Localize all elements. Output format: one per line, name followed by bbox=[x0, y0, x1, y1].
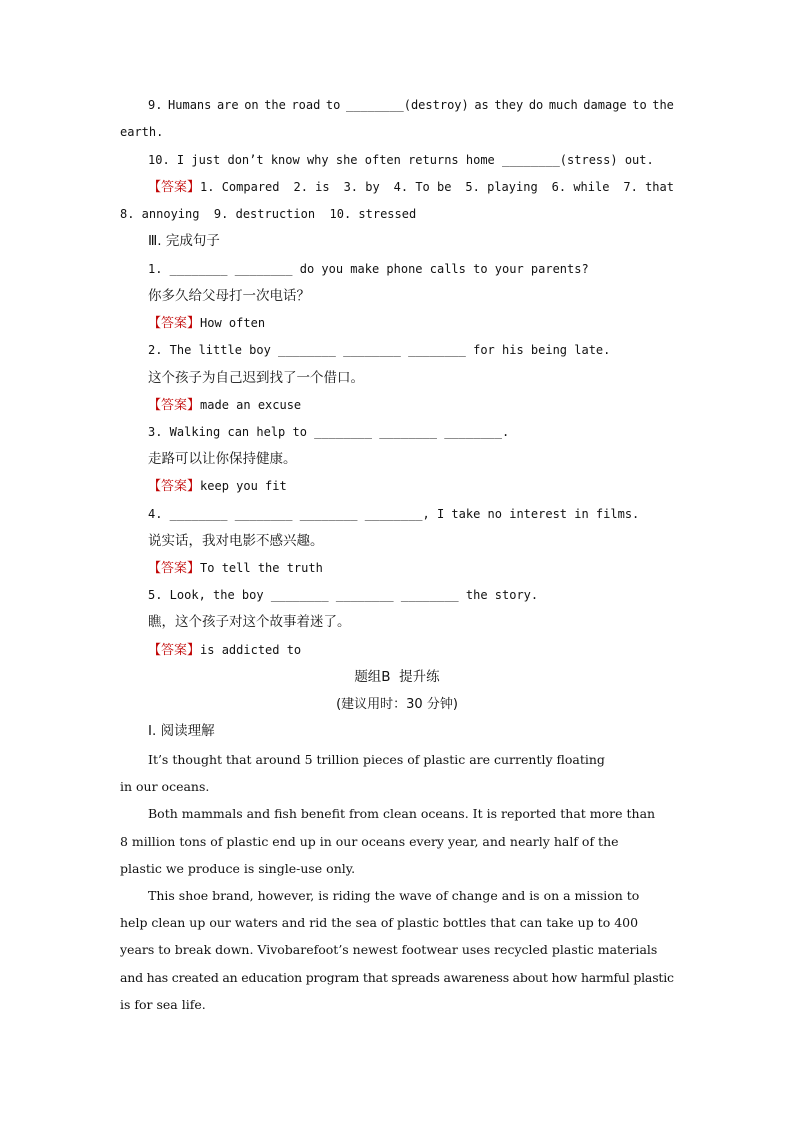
sentence-2-english: 2. The little boy ________ ________ ________ for his being late. bbox=[148, 343, 611, 357]
answer-item: 2. is bbox=[293, 180, 330, 194]
word: as bbox=[474, 98, 489, 112]
answer-text: made an excuse bbox=[200, 398, 302, 412]
passage-p1-line-1: It’s thought that around 5 trillion pieces of plastic are currently floating bbox=[148, 752, 605, 767]
sentence-1-answer bbox=[148, 310, 674, 337]
sentence-4-answer bbox=[148, 555, 674, 582]
sentence-5-chinese: 瞧，这个孩子对这个故事着迷了。 bbox=[148, 614, 351, 630]
section-heading-reading: Ⅰ. 阅读理解 bbox=[148, 723, 215, 739]
word: are bbox=[216, 98, 239, 112]
question-9-line-1 bbox=[148, 92, 674, 119]
sentence-3-chinese: 走路可以让你保持健康。 bbox=[148, 451, 297, 467]
word: damage bbox=[583, 98, 627, 112]
blank-destroy: ________(destroy) bbox=[345, 98, 469, 112]
sentence-2-answer bbox=[148, 392, 674, 419]
word: the bbox=[264, 98, 286, 112]
sentence-2-chinese: 这个孩子为自己迟到找了一个借口。 bbox=[148, 370, 364, 386]
sentence-5-english: 5. Look, the boy ________ ________ ________ the story. bbox=[148, 588, 539, 602]
answer-label: 【答案】 bbox=[148, 479, 201, 494]
question-10: 10. I just don’t know why she often returns home ________(stress) out. bbox=[148, 153, 654, 167]
group-b-title: 题组B 提升练 bbox=[354, 669, 440, 685]
sentence-4-chinese: 说实话，我对电影不感兴趣。 bbox=[148, 533, 324, 549]
word: they bbox=[494, 98, 524, 112]
sentence-3-answer bbox=[148, 473, 674, 500]
answer-item: 4. To be bbox=[393, 180, 452, 194]
passage-p2-line-2: 8 million tons of plastic end up in our oceans every year, and nearly half of the bbox=[120, 834, 619, 849]
passage-p3-line-3: years to break down. Vivobarefoot’s newest footwear uses recycled plastic materials bbox=[120, 942, 658, 957]
answer-text: To tell the truth bbox=[200, 561, 323, 575]
answer-line-2: 8. annoying 9. destruction 10. stressed bbox=[120, 207, 417, 221]
answer-item: 3. by bbox=[343, 180, 380, 194]
answer-text: How often bbox=[200, 316, 266, 330]
word: much bbox=[548, 98, 578, 112]
word: road bbox=[291, 98, 321, 112]
answer-item: 7. that bbox=[623, 180, 674, 194]
answer-label: 【答案】 bbox=[148, 398, 201, 413]
passage-p2-line-1: Both mammals and fish benefit from clean oceans. It is reported that more than bbox=[148, 806, 656, 821]
sentence-3-english: 3. Walking can help to ________ ________ ________. bbox=[148, 425, 510, 439]
answer-label: 【答案】 bbox=[148, 561, 201, 576]
passage-p2-line-3: plastic we produce is single-use only. bbox=[120, 861, 356, 876]
passage-p1-line-2: in our oceans. bbox=[120, 779, 210, 794]
word: to bbox=[325, 98, 341, 112]
sentence-1-english: 1. ________ ________ do you make phone calls to your parents? bbox=[148, 262, 589, 276]
word: Humans bbox=[168, 98, 212, 112]
answer-text: is addicted to bbox=[200, 643, 302, 657]
word: to bbox=[632, 98, 647, 112]
passage-p3-line-1: This shoe brand, however, is riding the wave of change and is on a mission to bbox=[148, 888, 640, 903]
word: on bbox=[244, 98, 259, 112]
answer-label: 【答案】 bbox=[148, 316, 201, 331]
answer-line-1 bbox=[148, 174, 674, 201]
answer-item: 6. while bbox=[551, 180, 610, 194]
word: do bbox=[528, 98, 544, 112]
passage-p3-line-5: is for sea life. bbox=[120, 997, 206, 1012]
answer-label: 【答案】 bbox=[148, 643, 201, 658]
sentence-1-chinese: 你多久给父母打一次电话？ bbox=[148, 288, 310, 304]
question-9-line-2: earth. bbox=[120, 125, 164, 139]
section-heading-3: Ⅲ. 完成句子 bbox=[148, 233, 220, 249]
answer-text: keep you fit bbox=[200, 479, 287, 493]
word: 9. bbox=[148, 98, 163, 112]
word: the bbox=[652, 98, 674, 112]
suggested-time: (建议用时：30 分钟) bbox=[336, 697, 458, 712]
answer-label: 【答案】 bbox=[148, 180, 201, 195]
passage-p3-line-2: help clean up our waters and rid the sea of plastic bottles that can take up to 400 bbox=[120, 915, 639, 930]
sentence-5-answer bbox=[148, 637, 674, 664]
passage-p3-line-4: and has created an education program that spreads awareness about how harmful plastic bbox=[120, 970, 674, 985]
answer-item: 1. Compared bbox=[200, 180, 280, 194]
sentence-4-english: 4. ________ ________ ________ ________, I take no interest in films. bbox=[148, 507, 640, 521]
answer-item: 5. playing bbox=[465, 180, 538, 194]
